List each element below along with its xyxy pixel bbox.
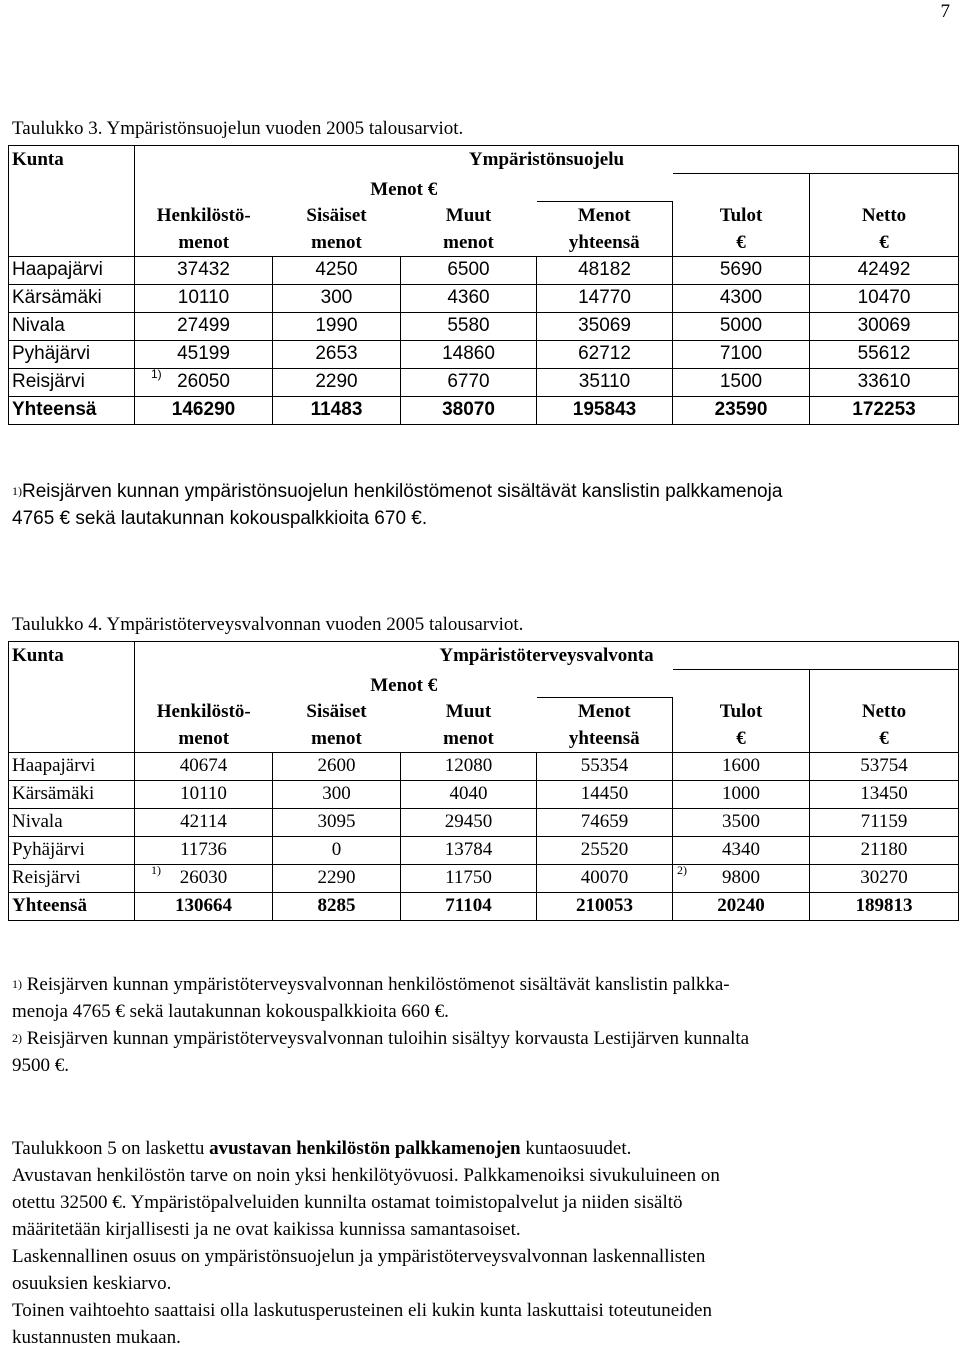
table3-total-henk: 146290 <box>135 396 273 424</box>
sis-cell: 2653 <box>273 340 401 368</box>
muut-cell: 6500 <box>401 256 537 284</box>
table3-total-muut: 38070 <box>401 396 537 424</box>
sis-cell: 2290 <box>273 864 401 892</box>
table4-total-tulot: 20240 <box>673 892 810 920</box>
henk-cell: 45199 <box>135 340 273 368</box>
table4-kunta-header: Kunta <box>9 642 135 670</box>
table3-menot-title: Menot € <box>135 174 673 202</box>
table3-header-menot-yht: Menot yhteensä <box>537 201 673 256</box>
table3-group-title: Ympäristönsuojelu <box>135 146 959 174</box>
table4-total-muut: 71104 <box>401 892 537 920</box>
table3-header-muut: Muut menot <box>401 201 537 256</box>
netto-cell: 55612 <box>810 340 959 368</box>
table4-menot-title: Menot € <box>135 670 673 698</box>
paragraph-3: Laskennallinen osuus on ympäristönsuojelun ja ympäristöterveysvalvonnan laskennallisten osuuksien keskiarvo. <box>12 1246 706 1294</box>
sis-cell: 2600 <box>273 752 401 780</box>
netto-cell: 30270 <box>810 864 959 892</box>
table3-total-netto: 172253 <box>810 396 959 424</box>
kunta-cell: Pyhäjärvi <box>9 340 135 368</box>
table3-header-netto: Netto € <box>810 201 959 256</box>
table4-header-netto: Netto € <box>810 697 959 752</box>
table4-caption: Taulukko 4. Ympäristöterveysvalvonnan vuoden 2005 talousarviot. <box>12 614 524 635</box>
table-row <box>9 864 959 892</box>
muut-cell: 14860 <box>401 340 537 368</box>
henk-cell: 10110 <box>135 780 273 808</box>
tulot-cell: 3500 <box>673 808 810 836</box>
tulot-cell: 5690 <box>673 256 810 284</box>
table-row <box>9 340 959 368</box>
sis-cell: 1990 <box>273 312 401 340</box>
yht-cell: 62712 <box>537 340 673 368</box>
netto-cell: 21180 <box>810 836 959 864</box>
table-row <box>9 752 959 780</box>
kunta-cell: Reisjärvi <box>9 864 135 892</box>
henk-cell: 42114 <box>135 808 273 836</box>
table3-header-tulot: Tulot € <box>673 201 810 256</box>
kunta-cell: Kärsämäki <box>9 284 135 312</box>
table4-total-sis: 8285 <box>273 892 401 920</box>
table3-total-label: Yhteensä <box>9 396 135 424</box>
tulot-cell: 1600 <box>673 752 810 780</box>
table-row <box>9 256 959 284</box>
henk-cell: 27499 <box>135 312 273 340</box>
kunta-cell: Nivala <box>9 312 135 340</box>
netto-cell: 71159 <box>810 808 959 836</box>
tulot-cell: 2) 9800 <box>673 864 810 892</box>
table3-caption: Taulukko 3. Ympäristönsuojelun vuoden 2005 talousarviot. <box>12 118 464 139</box>
sis-cell: 2290 <box>273 368 401 396</box>
sis-cell: 300 <box>273 284 401 312</box>
table4-total-henk: 130664 <box>135 892 273 920</box>
netto-cell: 10470 <box>810 284 959 312</box>
tulot-cell: 4340 <box>673 836 810 864</box>
paragraph-2: Avustavan henkilöstön tarve on noin yksi henkilötyövuosi. Palkkamenoiksi sivukuluineen on otettu 32500 €. Ympäristöpalveluiden kunnilta ostamat toimistopalvelut ja niiden sisältö määritetään kirjallisesti ja ne ovat kaikissa kunnissa samantasoiset. <box>12 1165 720 1240</box>
table-row <box>9 284 959 312</box>
yht-cell: 35069 <box>537 312 673 340</box>
netto-cell: 13450 <box>810 780 959 808</box>
sis-cell: 4250 <box>273 256 401 284</box>
paragraph-1: Taulukkoon 5 on laskettu avustavan henkilöstön palkkamenojen kuntaosuudet. <box>12 1138 632 1159</box>
paragraph-4: Toinen vaihtoehto saattaisi olla laskutusperusteinen eli kukin kunta laskuttaisi toteutuneiden kustannusten mukaan. <box>12 1300 712 1348</box>
page-number: 7 <box>940 1 950 22</box>
table3-header-sis: Sisäiset menot <box>273 201 401 256</box>
table3 <box>8 145 959 425</box>
yht-cell: 14770 <box>537 284 673 312</box>
table-row <box>9 808 959 836</box>
table-row <box>9 836 959 864</box>
table3-total-sis: 11483 <box>273 396 401 424</box>
tulot-cell: 4300 <box>673 284 810 312</box>
table4 <box>8 641 959 921</box>
footnote-marker: 1) <box>151 368 162 381</box>
henk-cell: 40674 <box>135 752 273 780</box>
sis-cell: 300 <box>273 780 401 808</box>
netto-cell: 42492 <box>810 256 959 284</box>
table3-total-tulot: 23590 <box>673 396 810 424</box>
sis-cell: 0 <box>273 836 401 864</box>
yht-cell: 14450 <box>537 780 673 808</box>
henk-cell: 1) 26050 <box>135 368 273 396</box>
netto-cell: 33610 <box>810 368 959 396</box>
table4-header-sis: Sisäiset menot <box>273 697 401 752</box>
muut-cell: 12080 <box>401 752 537 780</box>
table4-total-label: Yhteensä <box>9 892 135 920</box>
table4-footnote-2: $^{2)}$ Reisjärven kunnan ympäristöterveysvalvonnan tuloihin sisältyy korvausta Lestijärven kunnalta 9500 €. <box>12 1028 750 1076</box>
table3-kunta-header: Kunta <box>9 146 135 174</box>
table4-header-menot-yht: Menot yhteensä <box>537 697 673 752</box>
yht-cell: 48182 <box>537 256 673 284</box>
kunta-cell: Reisjärvi <box>9 368 135 396</box>
table3-header-henk: Henkilöstö- menot <box>135 201 273 256</box>
table4-footnote-1: $^{1)}$ Reisjärven kunnan ympäristöterveysvalvonnan henkilöstömenot sisältävät kanslistin palkka- menoja 4765 € sekä lautakunnan kokouspalkkioita 660 €. <box>12 974 730 1022</box>
tulot-cell: 5000 <box>673 312 810 340</box>
footnote-marker: 2) <box>677 864 687 877</box>
table3-footnote: $^{1)}$Reisjärven kunnan ympäristönsuojelun henkilöstömenot sisältävät kanslistin palkkamenoja 4765 € sekä lautakunnan kokouspalkkioita 670 €. <box>12 481 783 529</box>
henk-cell: 37432 <box>135 256 273 284</box>
table4-group-title: Ympäristöterveysvalvonta <box>135 642 959 670</box>
tulot-cell: 1000 <box>673 780 810 808</box>
table4-header-muut: Muut menot <box>401 697 537 752</box>
netto-cell: 53754 <box>810 752 959 780</box>
table4-header-tulot: Tulot € <box>673 697 810 752</box>
table-row <box>9 368 959 396</box>
footnote-marker: 1) <box>151 864 161 877</box>
yht-cell: 35110 <box>537 368 673 396</box>
kunta-cell: Haapajärvi <box>9 752 135 780</box>
tulot-cell: 7100 <box>673 340 810 368</box>
muut-cell: 6770 <box>401 368 537 396</box>
henk-cell: 11736 <box>135 836 273 864</box>
tulot-cell: 1500 <box>673 368 810 396</box>
yht-cell: 40070 <box>537 864 673 892</box>
henk-cell: 10110 <box>135 284 273 312</box>
muut-cell: 5580 <box>401 312 537 340</box>
table3-total-yht: 195843 <box>537 396 673 424</box>
sis-cell: 3095 <box>273 808 401 836</box>
yht-cell: 74659 <box>537 808 673 836</box>
henk-cell: 1) 26030 <box>135 864 273 892</box>
kunta-cell: Nivala <box>9 808 135 836</box>
table-row <box>9 780 959 808</box>
table4-total-yht: 210053 <box>537 892 673 920</box>
muut-cell: 4360 <box>401 284 537 312</box>
muut-cell: 11750 <box>401 864 537 892</box>
table4-header-henk: Henkilöstö- menot <box>135 697 273 752</box>
muut-cell: 29450 <box>401 808 537 836</box>
muut-cell: 4040 <box>401 780 537 808</box>
muut-cell: 13784 <box>401 836 537 864</box>
kunta-cell: Pyhäjärvi <box>9 836 135 864</box>
table-row <box>9 312 959 340</box>
table4-total-netto: 189813 <box>810 892 959 920</box>
yht-cell: 25520 <box>537 836 673 864</box>
netto-cell: 30069 <box>810 312 959 340</box>
kunta-cell: Haapajärvi <box>9 256 135 284</box>
yht-cell: 55354 <box>537 752 673 780</box>
kunta-cell: Kärsämäki <box>9 780 135 808</box>
